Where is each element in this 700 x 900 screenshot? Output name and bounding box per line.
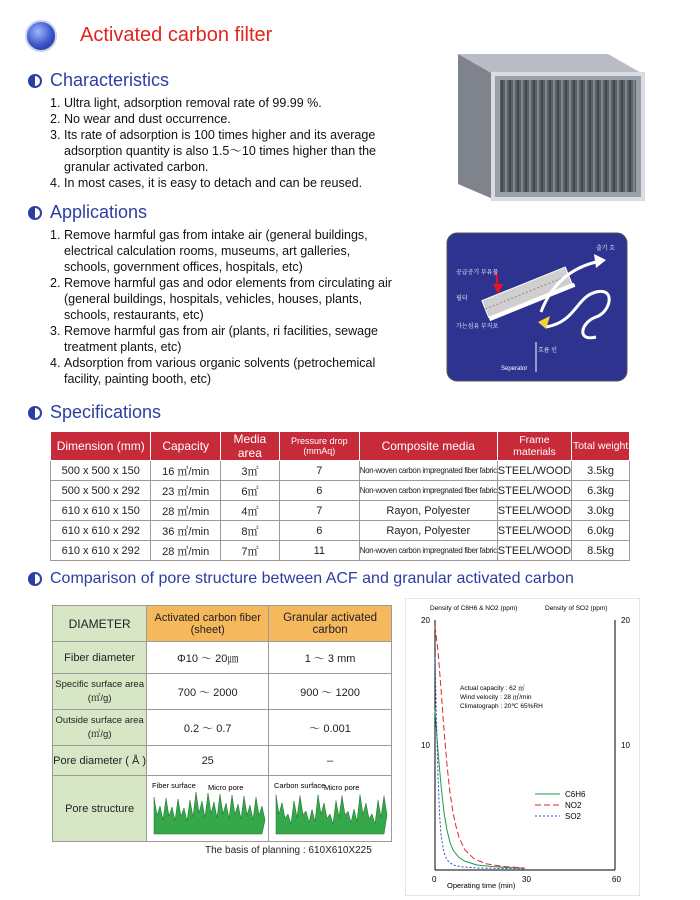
applications-item-line: Remove harmful gas from air (plants, ri facilities, sewage [64, 324, 379, 338]
applications-heading-text: Applications [50, 202, 148, 222]
applications-item-line: facility, painting booth, etc) [64, 372, 212, 386]
applications-item-text [64, 275, 392, 323]
cmp-row-label-line: (㎡/g) [87, 729, 112, 740]
cmp-row-label [53, 746, 147, 776]
characteristics-item-line: Ultra light, adsorption removal rate of 99.99 %. [64, 96, 322, 110]
cmp-acf-cell: 25 [147, 746, 269, 776]
cmp-row-label [53, 710, 147, 746]
filter-photo [448, 44, 648, 204]
spec-cell: STEEL/WOOD [497, 481, 571, 501]
spec-row [51, 481, 630, 501]
chart-y-tick-right: 20 [621, 616, 630, 625]
applications-item [50, 227, 445, 275]
applications-item-number: 2. [50, 276, 61, 290]
gac-structure-label-pore: Micro pore [324, 783, 360, 792]
cmp-acf-cell: 0.2 ～ 0.7 [147, 710, 269, 746]
spec-column-header: Composite media [359, 432, 497, 461]
cmp-row-label-line: Fiber diameter [64, 651, 136, 664]
spec-cell: Non-woven carbon impregnated fiber fabric [359, 541, 497, 561]
diagram-label-bottom: 가는섬유 부직포 [456, 324, 499, 330]
chart-annotation-line: Climatograph : 20℃ 65%RH [460, 703, 543, 710]
chart-ylabel-right: Density of SO2 (ppm) [545, 605, 608, 612]
spec-cell: STEEL/WOOD [497, 501, 571, 521]
cmp-row [53, 710, 392, 746]
specifications-table [50, 431, 630, 561]
cmp-header-gac: Granular activated carbon [269, 606, 392, 642]
characteristics-item-number: 1. [50, 96, 61, 110]
applications-item-line: treatment plants, etc) [64, 340, 182, 354]
spec-cell: 8㎡ [220, 521, 279, 541]
filter-diagram [446, 232, 628, 382]
cmp-acf-cell: 700 ～ 2000 [147, 674, 269, 710]
cmp-row-label [53, 642, 147, 674]
diagram-label-filter: 필터 [456, 296, 468, 302]
spec-cell: 4㎡ [220, 501, 279, 521]
cmp-header-diameter: DIAMETER [53, 606, 147, 642]
diagram-label-separator: Seperator [501, 366, 528, 372]
spec-column-header: Capacity [151, 432, 220, 461]
chart-x-tick: 60 [612, 875, 621, 884]
applications-item [50, 355, 445, 387]
spec-cell: 610 x 610 x 292 [51, 521, 151, 541]
cmp-row-label [53, 776, 147, 842]
spec-cell: 3.0kg [572, 501, 630, 521]
characteristics-item-number: 2. [50, 112, 61, 126]
comparison-heading-text: Comparison of pore structure between ACF and granular activated carbon [50, 570, 574, 587]
cmp-row-label-line: Outside surface area [55, 715, 144, 726]
spec-cell: 610 x 610 x 292 [51, 541, 151, 561]
half-circle-bullet-icon [28, 74, 42, 88]
cmp-row [53, 642, 392, 674]
gac-structure-label-surface: Carbon surface [274, 781, 326, 790]
applications-item-line: Remove harmful gas from intake air (general buildings, [64, 228, 368, 242]
cmp-row [53, 776, 392, 842]
acf-structure-label-surface: Fiber surface [151, 781, 196, 790]
spec-row [51, 501, 630, 521]
half-circle-bullet-icon [28, 406, 42, 420]
spec-cell: 8.5kg [572, 541, 630, 561]
spec-cell: 6 [279, 481, 359, 501]
chart-y-tick-right: 10 [621, 741, 630, 750]
characteristics-item [50, 95, 440, 111]
applications-item-line: electrical calculation rooms, museums, art galleries, [64, 244, 351, 258]
characteristics-item [50, 127, 440, 175]
spec-cell: 6 [279, 521, 359, 541]
spec-cell: 7㎡ [220, 541, 279, 561]
chart-frame [405, 598, 640, 896]
characteristics-heading [28, 70, 169, 91]
applications-item-line: schools, government offices, hospitals, etc) [64, 260, 303, 274]
cmp-header-acf: Activated carbon fiber (sheet) [147, 606, 269, 642]
spec-cell: 7 [279, 501, 359, 521]
spec-column-header: Media area [220, 432, 279, 461]
spec-cell: 6.0kg [572, 521, 630, 541]
cmp-gac-cell: 900 ～ 1200 [269, 674, 392, 710]
cmp-row-label-line: Specific surface area [55, 679, 144, 690]
spec-cell: 500 x 500 x 150 [51, 461, 151, 481]
spec-row [51, 521, 630, 541]
cmp-acf-cell [147, 776, 269, 842]
chart-annotation-line: Actual capacity : 62 ㎡ [460, 685, 525, 692]
page-title: Activated carbon filter [80, 24, 273, 46]
characteristics-item-text [64, 127, 376, 175]
spec-cell: STEEL/WOOD [497, 541, 571, 561]
diagram-label-flow-in: 흐름 인 [538, 348, 558, 354]
acf-structure-label-pore: Micro pore [207, 783, 244, 792]
cmp-row-label-line: (㎡/g) [87, 693, 112, 704]
chart-annotation-line: Wind velocity : 28 ㎥/min [460, 694, 532, 701]
characteristics-item-line: No wear and dust occurrence. [64, 112, 231, 126]
applications-item-number: 3. [50, 324, 61, 338]
chart-legend-label: C6H6 [565, 790, 586, 799]
spec-cell: 610 x 610 x 150 [51, 501, 151, 521]
applications-item-text [64, 227, 368, 275]
chart-x-tick: 30 [522, 875, 531, 884]
spec-row [51, 541, 630, 561]
applications-item [50, 323, 445, 355]
comparison-table [52, 605, 392, 842]
cmp-row-label-line: Pore structure [65, 802, 135, 815]
spec-cell: 28 ㎥/min [151, 541, 220, 561]
cmp-gac-cell [269, 776, 392, 842]
spec-column-header: Pressure drop (mmAq) [279, 432, 359, 461]
cmp-row [53, 746, 392, 776]
spec-cell: 16 ㎥/min [151, 461, 220, 481]
characteristics-item-text [64, 111, 231, 127]
spec-cell: STEEL/WOOD [497, 461, 571, 481]
applications-item-number: 4. [50, 356, 61, 370]
applications-item-line: Remove harmful gas and odor elements from circulating air [64, 276, 392, 290]
applications-item-line: (general buildings, hospitals, vehicles, houses, plants, [64, 292, 363, 306]
characteristics-heading-text: Characteristics [50, 70, 170, 90]
spec-cell: 23 ㎥/min [151, 481, 220, 501]
characteristics-item-line: Its rate of adsorption is 100 times higher and its average [64, 128, 376, 142]
spec-cell: 6㎡ [220, 481, 279, 501]
characteristics-item [50, 111, 440, 127]
characteristics-item-text [64, 175, 362, 191]
spec-cell: 28 ㎥/min [151, 501, 220, 521]
applications-item-line: Adsorption from various organic solvents (petrochemical [64, 356, 376, 370]
cmp-gac-cell: 1 ～ 3 mm [269, 642, 392, 674]
characteristics-item-line: granular activated carbon. [64, 160, 209, 174]
brand-logo-icon [25, 20, 57, 52]
characteristics-item-number: 3. [50, 128, 61, 142]
chart-y-tick-left: 20 [421, 616, 430, 625]
chart-x-tick: 0 [432, 875, 437, 884]
chart-ylabel-left: Density of C6H6 & NO2 (ppm) [430, 605, 518, 612]
cmp-gac-cell: ～ 0.001 [269, 710, 392, 746]
diagram-label-top: 공급공기 부유물 [456, 270, 499, 276]
chart-y-tick-left: 10 [421, 741, 430, 750]
characteristics-item-line: In most cases, it is easy to detach and can be reused. [64, 176, 363, 190]
cmp-row-label [53, 674, 147, 710]
comparison-heading [28, 570, 574, 588]
cmp-row-label-line: Pore diameter ( Å ) [53, 754, 147, 767]
spec-cell: 3.5kg [572, 461, 630, 481]
acf-structure-illustration [150, 778, 266, 836]
characteristics-item [50, 175, 440, 191]
characteristics-item-text [64, 95, 322, 111]
spec-cell: Rayon, Polyester [359, 521, 497, 541]
half-circle-bullet-icon [28, 206, 42, 220]
applications-item-text [64, 355, 375, 387]
cmp-row [53, 674, 392, 710]
spec-cell: Non-woven carbon impregnated fiber fabric [359, 461, 497, 481]
spec-row [51, 461, 630, 481]
applications-item-line: schools, restaurants, etc) [64, 308, 204, 322]
spec-cell: 7 [279, 461, 359, 481]
applications-heading [28, 202, 147, 223]
spec-cell: 500 x 500 x 292 [51, 481, 151, 501]
gac-structure-illustration [272, 778, 388, 836]
characteristics-item-number: 4. [50, 176, 61, 190]
chart-legend-label: SO2 [565, 812, 582, 821]
spec-cell: 6.3kg [572, 481, 630, 501]
spec-cell: 11 [279, 541, 359, 561]
spec-column-header: Dimension (mm) [51, 432, 151, 461]
characteristics-item-line: adsorption quantity is also 1.5～10 times higher than the [64, 144, 376, 158]
spec-cell: STEEL/WOOD [497, 521, 571, 541]
cmp-acf-cell: Φ10 ～ 20㎛ [147, 642, 269, 674]
spec-cell: Non-woven carbon impregnated fiber fabric [359, 481, 497, 501]
applications-item-number: 1. [50, 228, 61, 242]
diagram-label-flow-out: 출기 흐 [596, 246, 616, 252]
spec-cell: Rayon, Polyester [359, 501, 497, 521]
applications-item [50, 275, 445, 323]
applications-list [50, 227, 445, 387]
characteristics-list [50, 95, 440, 191]
basis-note: The basis of planning : 610X610X225 [205, 845, 372, 856]
spec-cell: 3㎡ [220, 461, 279, 481]
adsorption-line-chart [405, 598, 640, 896]
specifications-heading [28, 402, 161, 423]
chart-legend-label: NO2 [565, 801, 582, 810]
half-circle-bullet-icon [28, 572, 42, 586]
cmp-gac-cell: – [269, 746, 392, 776]
spec-cell: 36 ㎥/min [151, 521, 220, 541]
specifications-heading-text: Specifications [50, 402, 162, 422]
applications-item-text [64, 323, 378, 355]
spec-column-header: Total weight [572, 432, 630, 461]
spec-column-header: Frame materials [497, 432, 571, 461]
chart-xlabel: Operating time (min) [447, 881, 516, 890]
